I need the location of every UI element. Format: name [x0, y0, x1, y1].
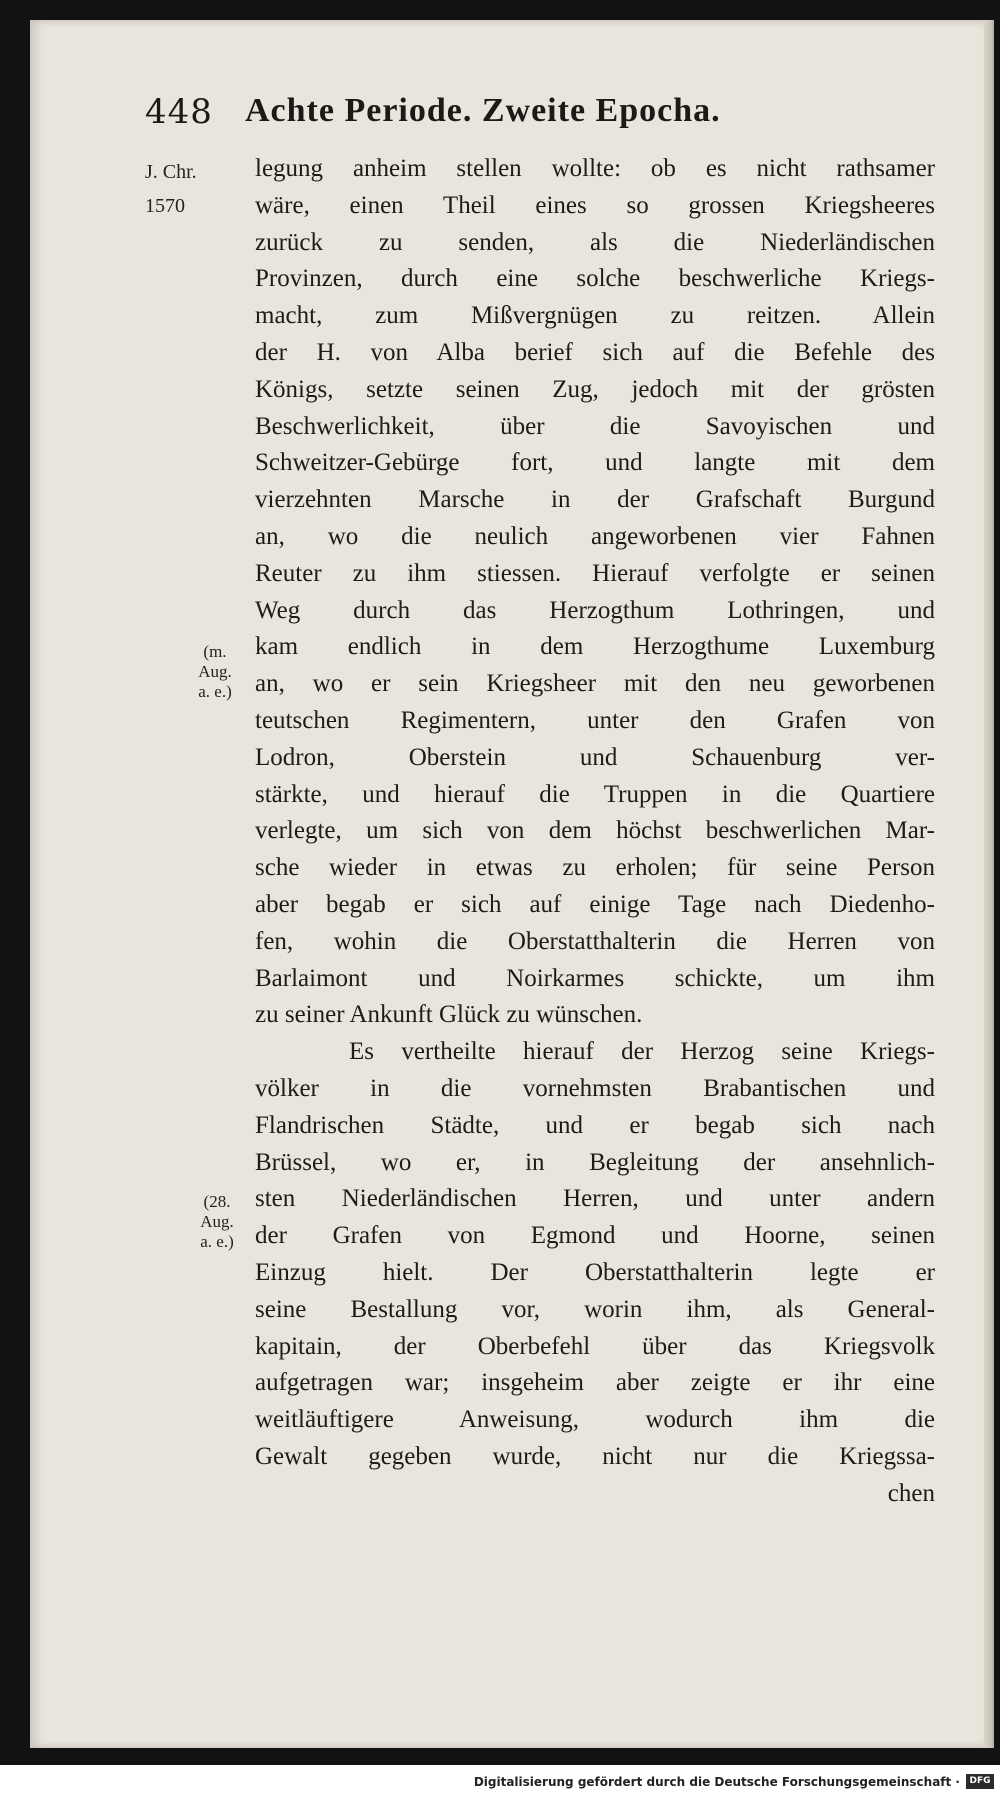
text-line: aufgetragen war; insgeheim aber zeigte er ihr eine — [255, 1369, 935, 1397]
body-text — [255, 151, 935, 1512]
margin-note-line: Aug. — [200, 1212, 234, 1231]
text-line: Gewalt gegeben wurde, nicht nur die Kriegssa- — [255, 1442, 935, 1470]
margin-date-note-2 — [182, 1192, 252, 1252]
text-line: Flandrischen Städte, und er begab sich nach — [255, 1111, 935, 1139]
catchword: chen — [887, 1479, 935, 1507]
text-line: legung anheim stellen wollte: ob es nicht rathsamer — [255, 155, 935, 182]
text-line: Einzug hielt. Der Oberstatthalterin legte er — [255, 1258, 935, 1286]
margin-date-note-1 — [180, 642, 250, 702]
text-line: Königs, setzte seinen Zug, jedoch mit der grösten — [255, 375, 935, 403]
text-line: teutschen Regimentern, unter den Grafen von — [255, 706, 935, 734]
text-line: Schweitzer-Gebürge fort, und langte mit dem — [255, 449, 935, 477]
text-line: vierzehnten Marsche in der Grafschaft Burgund — [255, 486, 935, 514]
text-line: Weg durch das Herzogthum Lothringen, und — [255, 596, 935, 624]
dfg-logo: DFG — [966, 1774, 994, 1789]
text-line: sche wieder in etwas zu erholen; für seine Person — [255, 854, 935, 882]
margin-note-line: a. e.) — [198, 682, 232, 701]
margin-note-line: Aug. — [198, 662, 232, 681]
text-line: weitläuftigere Anweisung, wodurch ihm die — [255, 1406, 935, 1434]
text-line: zurück zu senden, als die Niederländischen — [255, 228, 935, 256]
text-line: wäre, einen Theil eines so grossen Kriegsheeres — [255, 191, 935, 219]
text-line: seine Bestallung vor, worin ihm, als General- — [255, 1295, 935, 1323]
text-line: der H. von Alba berief sich auf die Befehle des — [255, 338, 935, 366]
running-title: Achte Periode. Zweite Epocha. — [245, 92, 721, 129]
margin-note-line: (28. — [203, 1192, 231, 1211]
text-line: sten Niederländischen Herren, und unter andern — [255, 1185, 935, 1213]
text-line: Lodron, Oberstein und Schauenburg ver- — [255, 743, 935, 771]
page-number: 448 — [145, 92, 213, 132]
text-line: stärkte, und hierauf die Truppen in die Quartiere — [255, 780, 935, 808]
margin-note-line: a. e.) — [200, 1232, 234, 1251]
year-label: J. Chr. — [145, 161, 197, 183]
text-line: völker in die vornehmsten Brabantischen und — [255, 1074, 935, 1102]
text-line: der Grafen von Egmond und Hoorne, seinen — [255, 1222, 935, 1250]
text-line: Beschwerlichkeit, über die Savoyischen und — [255, 412, 935, 440]
text-line: verlegte, um sich von dem höchst beschwerlichen Mar- — [255, 817, 935, 845]
text-line: fen, wohin die Oberstatthalterin die Herren von — [255, 927, 935, 955]
margin-year-note — [145, 155, 235, 223]
text-line: Provinzen, durch eine solche beschwerliche Kriegs- — [255, 265, 935, 293]
text-line: aber begab er sich auf einige Tage nach Diedenho- — [255, 890, 935, 918]
text-line: Brüssel, wo er, in Begleitung der ansehnlich- — [255, 1148, 935, 1176]
page-header — [145, 92, 825, 138]
text-line: Reuter zu ihm stiessen. Hierauf verfolgte er seinen — [255, 559, 935, 587]
margin-note-line: (m. — [203, 642, 227, 661]
text-line: zu seiner Ankunft Glück zu wünschen. — [255, 1001, 643, 1029]
digitization-footer — [0, 1765, 1000, 1801]
text-line: an, wo er sein Kriegsheer mit den neu geworbenen — [255, 670, 935, 698]
text-line: kam endlich in dem Herzogthume Luxemburg — [255, 633, 935, 661]
text-line: kapitain, der Oberbefehl über das Kriegsvolk — [255, 1332, 935, 1360]
text-line: macht, zum Mißvergnügen zu reitzen. Allein — [255, 302, 935, 330]
text-line: an, wo die neulich angeworbenen vier Fahnen — [255, 522, 935, 550]
text-line: Barlaimont und Noirkarmes schickte, um ihm — [255, 964, 935, 992]
year-value: 1570 — [145, 195, 185, 217]
text-line-paragraph-start: Es vertheilte hierauf der Herzog seine Kriegs- — [349, 1038, 935, 1066]
funding-credit: Digitalisierung gefördert durch die Deutsche Forschungsgemeinschaft · — [473, 1775, 960, 1789]
page-edge — [984, 20, 992, 1748]
